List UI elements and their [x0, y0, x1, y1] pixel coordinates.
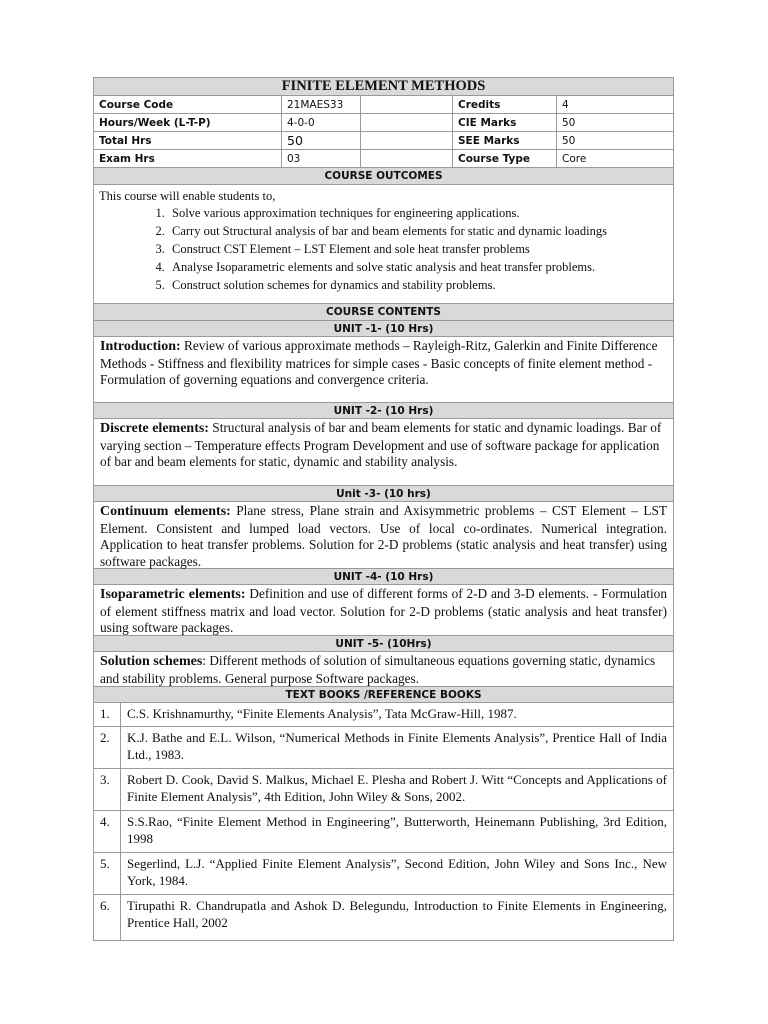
book-text: C.S. Krishnamurthy, “Finite Elements Analysis”, Tata McGraw-Hill, 1987. — [127, 706, 517, 721]
info-row-total-hrs — [94, 132, 673, 150]
book-row-6 — [94, 895, 673, 940]
info-label: Total Hrs — [94, 132, 282, 149]
unit-1-title: UNIT -1- (10 Hrs) — [94, 321, 673, 337]
outcomes-list — [99, 205, 668, 294]
info-empty-cell — [361, 132, 453, 149]
info-value: 21MAES33 — [282, 96, 361, 113]
info-label: CIE Marks — [453, 114, 557, 131]
unit-5-title: UNIT -5- (10Hrs) — [94, 636, 673, 652]
info-value: 50 — [562, 116, 576, 129]
info-row-hours — [94, 114, 673, 132]
books-heading: TEXT BOOKS /REFERENCE BOOKS — [94, 687, 673, 703]
book-number: 6. — [94, 895, 121, 940]
info-label: Hours/Week (L-T-P) — [94, 114, 282, 131]
info-empty-cell — [361, 114, 453, 131]
unit-1-body — [94, 337, 673, 403]
book-number: 5. — [94, 853, 121, 894]
book-number: 2. — [94, 727, 121, 768]
book-text: Robert D. Cook, David S. Malkus, Michael E. Plesha and Robert J. Witt “Concepts and Applications of Finite Element Analysis”, 4th Edition, John Wiley & Sons, 2002. — [127, 772, 667, 804]
info-label: Course Code — [94, 96, 282, 113]
book-number: 1. — [94, 703, 121, 726]
info-row-exam-hrs — [94, 150, 673, 168]
unit-4-body — [94, 585, 673, 636]
unit-2-text: Structural analysis of bar and beam elements for static and dynamic loadings. Bar of varying section – Temperature effects Program Development and use of software package for application of bar and beam elements for static, dynamic and stability analysis. — [100, 420, 662, 469]
unit-4-text: Definition and use of different forms of 2-D and 3-D elements. - Formulation of element stiffness matrix and load vector. Solution for 2-D problems (static analysis and heat transfer) using software packages. — [100, 586, 667, 635]
course-title: FINITE ELEMENT METHODS — [94, 78, 673, 96]
info-value: 50 — [562, 134, 576, 147]
book-row-4 — [94, 811, 673, 853]
unit-4-head: Isoparametric elements: — [100, 587, 246, 602]
unit-2-body — [94, 419, 673, 486]
outcomes-intro: This course will enable students to, — [99, 189, 276, 203]
outcome-item: 1. Solve various approximation techniques for engineering applications. — [168, 205, 668, 222]
unit-5-text: : Different methods of solution of simultaneous equations governing static, dynamics and stability problems. General purpose Software packages. — [100, 653, 656, 686]
info-value: 4 — [562, 98, 569, 111]
info-value: Core — [562, 152, 587, 165]
unit-3-body — [94, 502, 673, 569]
syllabus-table — [93, 77, 674, 941]
book-row-5 — [94, 853, 673, 895]
book-text: K.J. Bathe and E.L. Wilson, “Numerical Methods in Finite Elements Analysis”, Prentice Hall of India Ltd., 1983. — [127, 730, 667, 762]
unit-3-title: Unit -3- (10 hrs) — [94, 486, 673, 502]
info-value: 4-0-0 — [282, 114, 361, 131]
info-value: 03 — [282, 150, 361, 167]
unit-3-head: Continuum elements: — [100, 504, 231, 519]
unit-2-head: Discrete elements: — [100, 421, 209, 436]
unit-5-body — [94, 652, 673, 687]
outcomes-section — [94, 185, 673, 304]
book-row-1 — [94, 703, 673, 727]
outcomes-heading: COURSE OUTCOMES — [94, 168, 673, 185]
unit-1-head: Introduction: — [100, 339, 181, 354]
book-row-2 — [94, 727, 673, 769]
info-label: Credits — [453, 96, 557, 113]
outcome-item: 4. Analyse Isoparametric elements and solve static analysis and heat transfer problems. — [168, 259, 668, 276]
info-row-course-code — [94, 96, 673, 114]
unit-2-title: UNIT -2- (10 Hrs) — [94, 403, 673, 419]
unit-4-title: UNIT -4- (10 Hrs) — [94, 569, 673, 585]
outcome-item: 5. Construct solution schemes for dynamics and stability problems. — [168, 277, 668, 294]
book-number: 4. — [94, 811, 121, 852]
info-empty-cell — [361, 96, 453, 113]
contents-heading: COURSE CONTENTS — [94, 304, 673, 321]
info-label: Course Type — [453, 150, 557, 167]
info-label: SEE Marks — [453, 132, 557, 149]
book-text: S.S.Rao, “Finite Element Method in Engineering”, Butterworth, Heinemann Publishing, 3rd Edition, 1998 — [127, 814, 667, 846]
book-text: Tirupathi R. Chandrupatla and Ashok D. Belegundu, Introduction to Finite Elements in Engineering, Prentice Hall, 2002 — [127, 898, 667, 930]
outcome-item: 2. Carry out Structural analysis of bar and beam elements for static and dynamic loadings — [168, 223, 668, 240]
unit-5-head: Solution schemes — [100, 654, 203, 669]
unit-3-text: Plane stress, Plane strain and Axisymmetric problems – CST Element – LST Element. Consistent and lumped load vectors. Use of local co-ordinates. Numerical integration. Application to heat transfer problems. Solution for 2-D problems (static analysis and heat transfer) using software packages. — [100, 503, 667, 569]
unit-1-text: Review of various approximate methods – Rayleigh-Ritz, Galerkin and Finite Difference Methods - Stiffness and flexibility matrices for simple cases - Basic concepts of finite element method - Formulation of governing equations and convergence criteria. — [100, 338, 658, 387]
book-text: Segerlind, L.J. “Applied Finite Element Analysis”, Second Edition, John Wiley and Sons Inc., New York, 1984. — [127, 856, 667, 888]
outcome-item: 3. Construct CST Element – LST Element and sole heat transfer problems — [168, 241, 668, 258]
info-value: 50 — [282, 132, 361, 149]
book-number: 3. — [94, 769, 121, 810]
book-row-3 — [94, 769, 673, 811]
info-label: Exam Hrs — [94, 150, 282, 167]
info-empty-cell — [361, 150, 453, 167]
